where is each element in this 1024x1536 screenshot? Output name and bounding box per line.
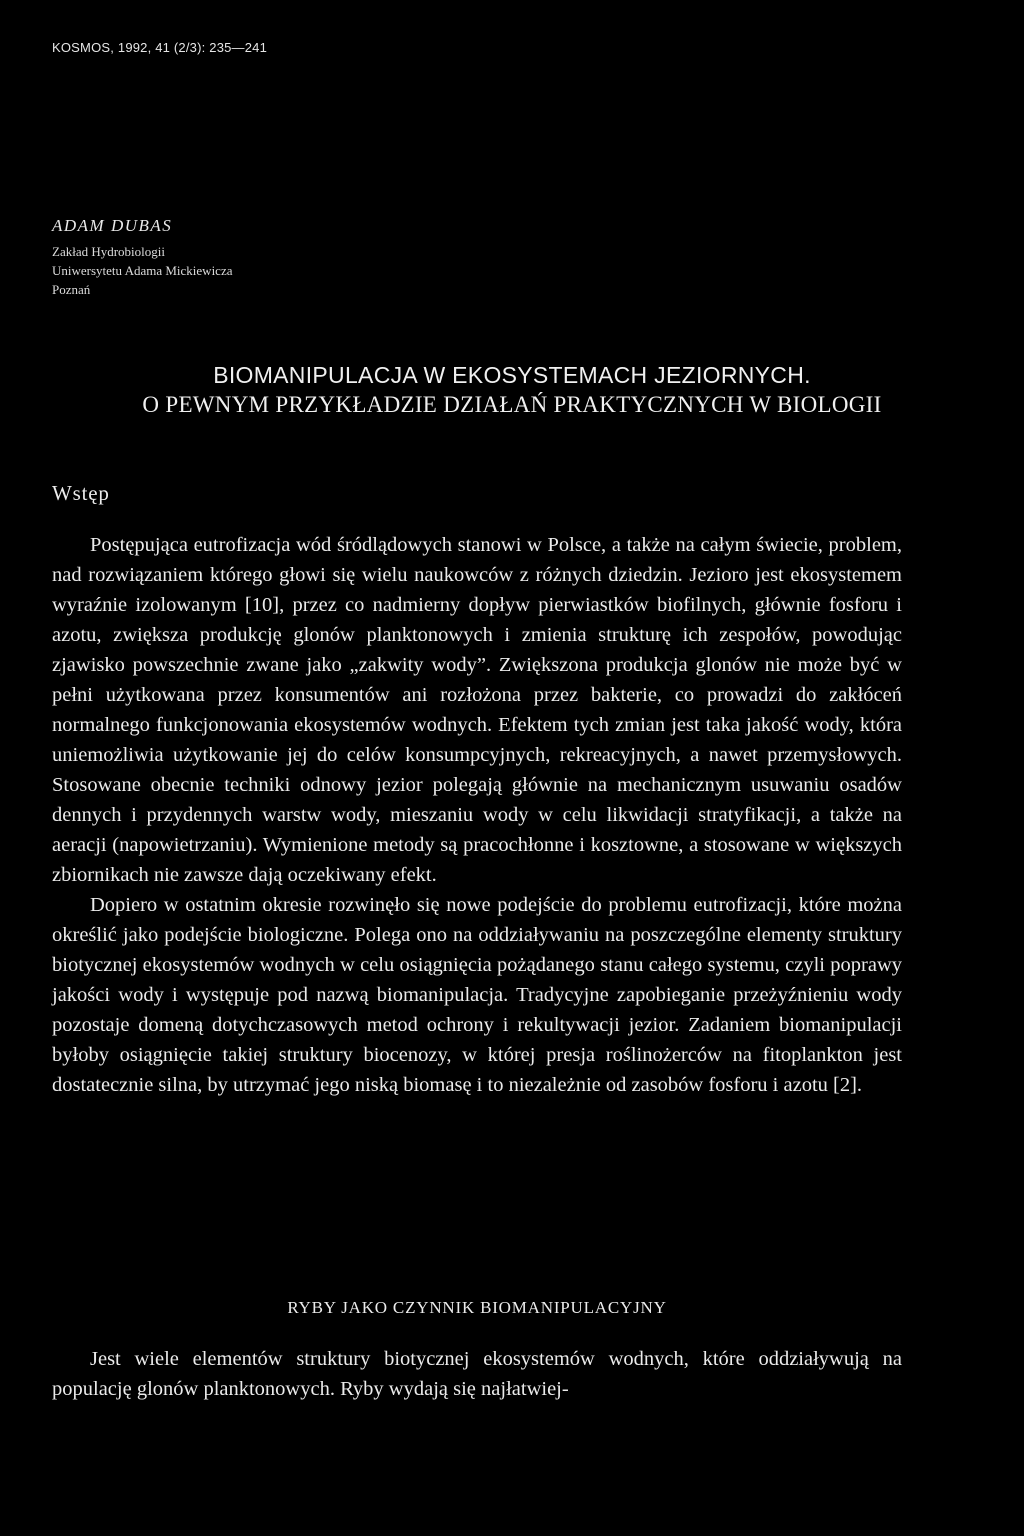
author-name: ADAM DUBAS [52, 216, 173, 235]
paragraph: Dopiero w ostatnim okresie rozwinęło się nowe podejście do problemu eutrofizacji, które można określić jako podejście biologiczne. Polega ono na oddziaływaniu na poszczególne elementy struktury biotycznej ekosystemów wodnych w celu osiągnięcia pożądanego stanu całego systemu, czyli poprawy jakości wody i występuje pod nazwą biomanipulacja. Tradycyjne zapobieganie przeżyźnieniu wody pozostaje domeną dotychczasowych metod ochrony i rekultywacji jezior. Zadaniem biomanipulacji byłoby osiągnięcie takiej struktury biocenozy, w której presja roślinożerców na fitoplankton jest dostatecznie silna, by utrzymać jego niską biomasę i to niezależnie od zasobów fosforu i azotu [2]. [52, 894, 902, 1096]
intro-body [52, 530, 902, 1100]
affiliation-line: Zakład Hydrobiologii [52, 244, 166, 259]
article-title [52, 360, 972, 420]
fish-body [52, 1344, 902, 1404]
title-line: BIOMANIPULACJA W EKOSYSTEMACH JEZIORNYCH. [213, 362, 811, 388]
journal-reference: KOSMOS, 1992, 41 (2/3): 235—241 [52, 40, 268, 55]
affiliation-city: Poznań [52, 282, 91, 297]
paragraph: Postępująca eutrofizacja wód śródlądowych stanowi w Polsce, a także na całym świecie, problem, nad rozwiązaniem którego głowi się wielu naukowców z różnych dziedzin. Jezioro jest ekosystemem wyraźnie izolowanym [10], przez co nadmierny dopływ pierwiastków biofilnych, głównie fosforu i azotu, zwiększa produkcję glonów planktonowych i zmienia strukturę ich zespołów, powodując zjawisko powszechnie zwane jako „zakwity wody”. Zwiększona produkcja glonów nie może być w pełni użytkowana przez konsumentów ani rozłożona przez bakterie, co prowadzi do zakłóceń normalnego funkcjonowania ekosystemów wodnych. Efektem tych zmian jest taka jakość wody, która uniemożliwia użytkowanie jej do celów konsumpcyjnych, rekreacyjnych, a nawet przemysłowych. Stosowane obecnie techniki odnowy jezior polegają głównie na mechanicznym usuwaniu osadów dennych i przydennych warstw wody, mieszaniu wody w celu likwidacji stratyfikacji, a także na aeracji (napowietrzaniu). Wymienione metody są pracochłonne i kosztowne, a stosowane w większych zbiornikach nie zawsze dają oczekiwany efekt. [52, 534, 902, 886]
affiliation-line: Uniwersytetu Adama Mickiewicza [52, 263, 233, 278]
title-line: O PEWNYM PRZYKŁADZIE DZIAŁAŃ PRAKTYCZNYCH W BIOLOGII [142, 392, 882, 417]
paragraph: Jest wiele elementów struktury biotycznej ekosystemów wodnych, które oddziaływują na populację glonów planktonowych. Ryby wydają się najłatwiej- [52, 1348, 902, 1400]
section-heading-intro: Wstęp [52, 481, 110, 505]
section-heading-fish: RYBY JAKO CZYNNIK BIOMANIPULACYJNY [287, 1298, 667, 1317]
author-block [52, 217, 233, 299]
